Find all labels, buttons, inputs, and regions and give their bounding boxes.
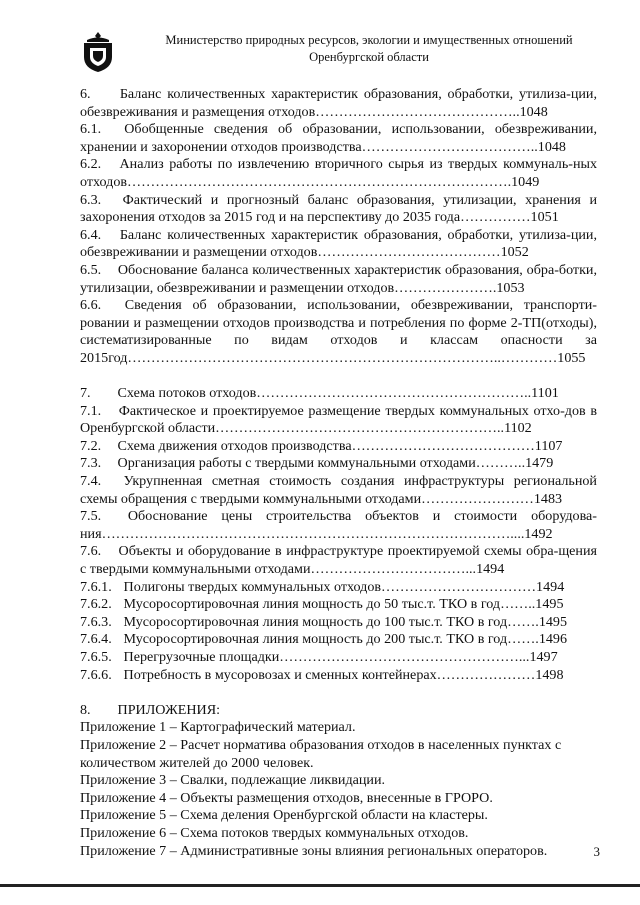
toc-entry: [80, 649, 597, 667]
toc-entry-number: 6.: [80, 86, 91, 102]
toc-entry-text: Мусоросортировочная линия мощность до 100 тыс.т. ТКО в год…….1495: [123, 613, 568, 630]
toc-entry-number: 7.2.: [80, 437, 102, 454]
toc-entry-text: Схема потоков отходов…………………………………………………..1101: [117, 385, 559, 402]
toc-entry-number: 6.4.: [80, 226, 102, 243]
toc-entry-text: Потребность в мусоровозах и сменных контейнерах…………………1498: [123, 666, 564, 683]
appendix-number: 8.: [80, 701, 91, 718]
section-gap: [80, 684, 597, 702]
toc-entry-text: Фактическое и проектируемое размещение твердых коммунальных отхо-дов в Оренбургской области……………………………………………………..1102: [80, 402, 597, 437]
toc-entry-text: Баланс количественных характеристик образования, обработки, утилиза-ции, обезвреживания и размещения отходов……………………………………..1048: [80, 86, 597, 120]
toc-entry-text: Мусоросортировочная линия мощность до 200 тыс.т. ТКО в год…….1496: [123, 631, 568, 648]
toc-entry-text: Объекты и оборудование в инфраструктуре проектируемой схемы обра-щения с твердыми коммунальными отходами……………………………...1494: [80, 543, 597, 578]
appendix-item: Приложение 5 – Схема деления Оренбургской области на кластеры.: [80, 807, 488, 824]
toc-entry-text: Фактический и прогнозный баланс образования, утилизации, хранения и захоронения отходов за 2015 год и на перспективу до 2035 года……………1051: [80, 191, 597, 226]
toc-entry-text: Сведения об образовании, использовании, обезвреживании, транспорти-ровании и размещении отходов производства и потребления по форме 2-ТП(отходы), систематизированные по видам отходов и классам опасности за 2015год……………………………………………………………………..…………1055: [80, 297, 598, 366]
toc-entry: [80, 156, 597, 191]
toc-list: [80, 86, 597, 684]
toc-entry-number: 7.6.6.: [80, 666, 112, 683]
toc-entry: [80, 438, 597, 456]
ministry-name: Министерство природных ресурсов, экологии и имущественных отношений: [165, 33, 573, 47]
toc-entry: [80, 455, 597, 473]
toc-entry: [80, 297, 597, 367]
toc-entry-number: 7.6.4.: [80, 631, 112, 648]
toc-entry-number: 7.1.: [80, 402, 102, 419]
toc-entry-text: Организация работы с твердыми коммунальными отходами………..1479: [117, 455, 554, 472]
toc-entry: [80, 262, 597, 297]
toc-entry: [80, 614, 597, 632]
toc-entry-number: 7.4.: [80, 473, 102, 490]
toc-entry-text: Обобщенные сведения об образовании, использовании, обезвреживании, хранении и захоронении отходов производства………………………………..1048: [80, 121, 597, 155]
toc-entry: [80, 579, 597, 597]
coat-of-arms-icon: [80, 30, 116, 74]
toc-entry-number: 7.: [80, 385, 91, 402]
toc-entry: [80, 385, 597, 403]
toc-entry-number: 7.5.: [80, 508, 102, 525]
appendix-heading: [80, 702, 597, 720]
toc-entry-number: 6.2.: [80, 156, 102, 173]
toc-entry-number: 7.3.: [80, 455, 102, 472]
appendix-title: ПРИЛОЖЕНИЯ:: [117, 701, 221, 718]
toc-entry: [80, 227, 597, 262]
appendix-item: Приложение 6 – Схема потоков твердых коммунальных отходов.: [80, 824, 469, 841]
toc-entry: [80, 121, 597, 156]
toc-entry-text: Обоснование цены строительства объектов и стоимости оборудова-ния……………………………………………………………………………....1492: [80, 508, 597, 542]
toc-entry: [80, 667, 597, 685]
toc-entry-text: Схема движения отходов производства…………………………………1107: [117, 437, 563, 454]
toc-entry: [80, 192, 597, 227]
region-name: Оренбургской области: [309, 50, 429, 64]
toc-entry-text: Мусоросортировочная линия мощность до 50 тыс.т. ТКО в год……..1495: [123, 596, 564, 613]
appendix-item: Приложение 1 – Картографический материал.: [80, 719, 356, 736]
toc-entry-number: 6.5.: [80, 261, 102, 278]
appendix-list: [80, 719, 597, 860]
toc-entry-number: 7.6.5.: [80, 649, 112, 665]
toc-entry-text: Обоснование баланса количественных характеристик образования, обра-ботки, утилизации, обезвреживании и размещении отходов………………….1053: [80, 261, 598, 296]
toc-entry: [80, 403, 597, 438]
page-number: 3: [593, 844, 600, 859]
toc-entry-text: Перегрузочные площадки……………………………………………...1497: [123, 649, 558, 665]
appendix-item: Приложение 4 – Объекты размещения отходов, внесенные в ГРОРО.: [80, 789, 493, 806]
toc-entry-text: Анализ работы по извлечению вторичного сырья из твердых коммуналь-ных отходов……………………………………………………………………….1049: [80, 156, 597, 190]
toc-entry: [80, 543, 597, 578]
toc-entry: [80, 86, 597, 121]
toc-entry: [80, 631, 597, 649]
table-of-contents: [80, 86, 597, 860]
document-header: [80, 30, 610, 76]
toc-entry-number: 7.6.1.: [80, 578, 112, 595]
toc-entry-text: Баланс количественных характеристик образования, обработки, утилиза-ции, обезвреживании и размещении отходов…………………………………1052: [80, 226, 597, 261]
toc-entry-number: 7.6.3.: [80, 613, 112, 630]
toc-entry-number: 6.3.: [80, 191, 102, 208]
toc-entry: [80, 596, 597, 614]
appendix-item: Приложение 3 – Свалки, подлежащие ликвидации.: [80, 772, 386, 789]
toc-entry-number: 7.6.2.: [80, 596, 112, 613]
toc-entry-text: Укрупненная сметная стоимость создания инфраструктуры региональной схемы обращения с твердыми коммунальными отходами……………………1483: [80, 473, 597, 507]
bottom-rule: [0, 884, 640, 887]
toc-entry: [80, 473, 597, 508]
appendix-item: Приложение 7 – Административные зоны влияния региональных операторов.: [80, 842, 548, 859]
toc-entry: [80, 508, 597, 543]
toc-entry-number: 7.6.: [80, 543, 102, 560]
toc-entry-text: Полигоны твердых коммунальных отходов……………………………1494: [123, 578, 565, 595]
toc-entry-number: 6.1.: [80, 121, 102, 138]
toc-entry-number: 6.6.: [80, 297, 102, 314]
appendix-item: Приложение 2 – Расчет норматива образования отходов в населенных пунктах с количеством жителей до 2000 человек.: [80, 736, 562, 771]
section-gap: [80, 368, 597, 386]
